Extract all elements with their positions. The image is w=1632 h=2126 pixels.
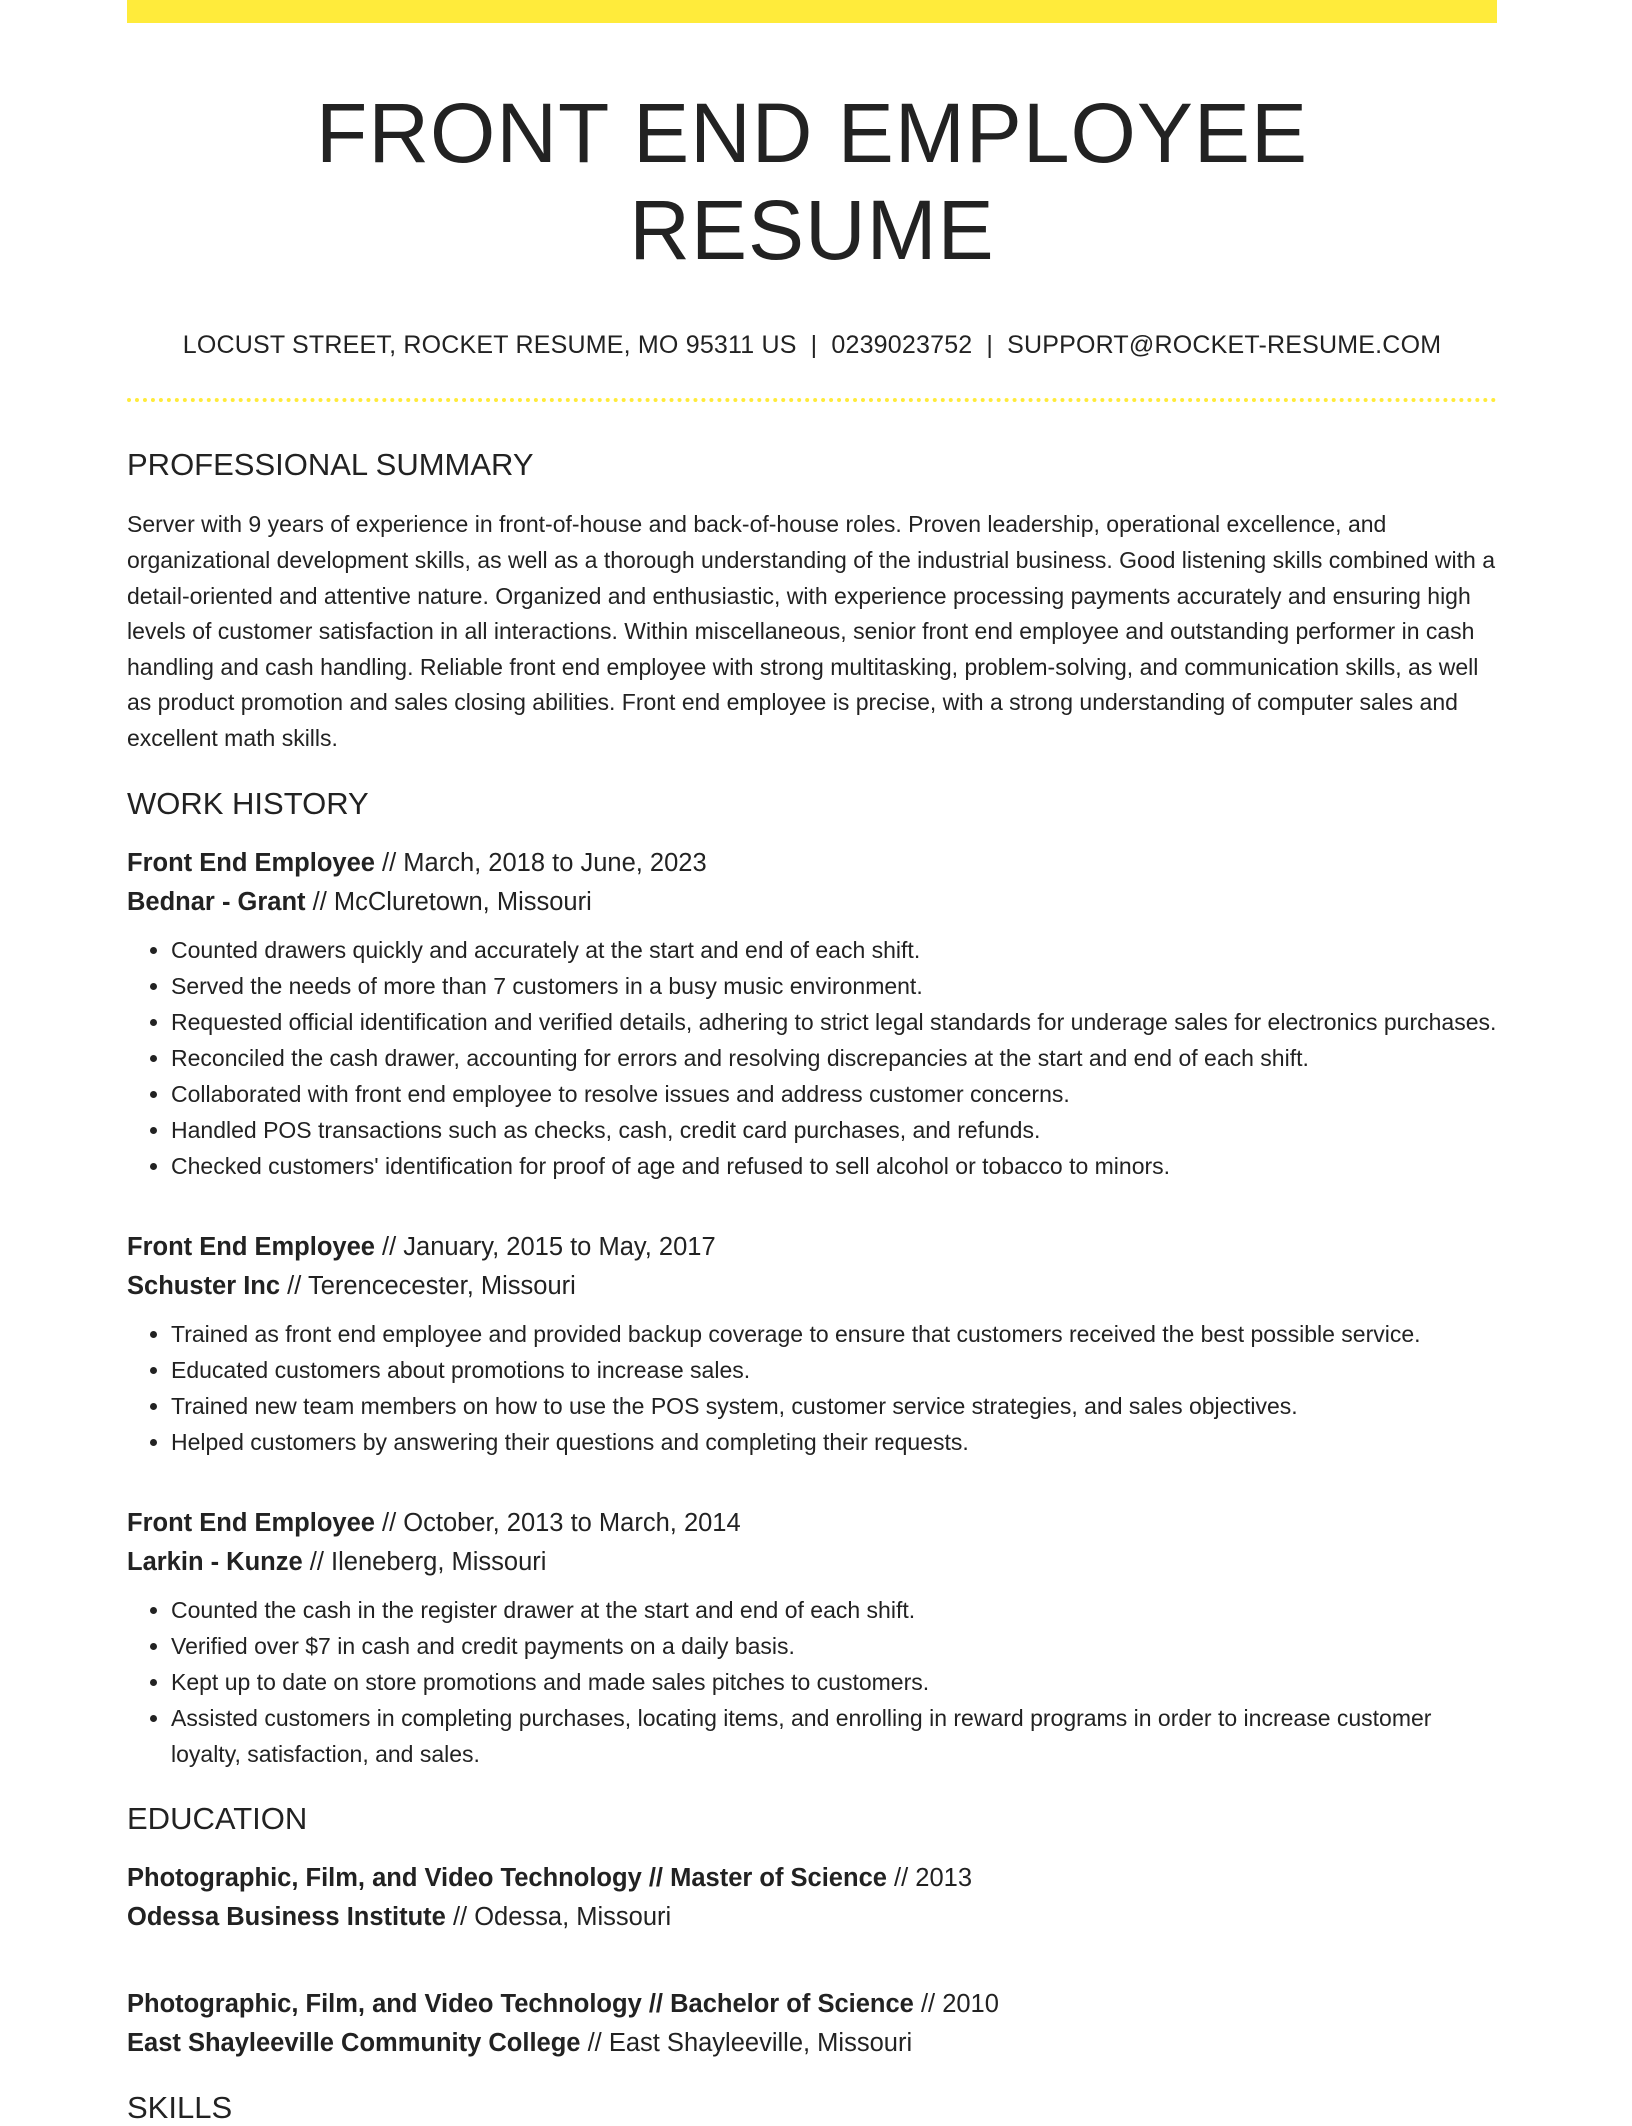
education-year: // 2013 bbox=[886, 1863, 973, 1892]
resume-title: FRONT END EMPLOYEE RESUME bbox=[316, 86, 1308, 277]
contact-separator: | bbox=[986, 331, 994, 360]
education-school: East Shayleeville Community College bbox=[127, 2028, 581, 2057]
job-company-line bbox=[127, 1267, 1497, 1306]
education-entry bbox=[127, 1859, 1497, 1937]
education-school-line bbox=[127, 2024, 1497, 2063]
summary-text: Server with 9 years of experience in front-of-house and back-of-house roles. Proven leadership, operational excellence, and organizational development skills, as well as a thorough understanding of the industrial business. Good listening skills combined with a detail-oriented and attentive nature. Organized and enthusiastic, with experience processing payments accurately and ensuring high levels of customer satisfaction in all interactions. Within miscellaneous, senior front end employee and outstanding performer in cash handling and cash handling. Reliable front end employee with strong multitasking, problem-solving, and communication skills, as well as product promotion and sales closing abilities. Front end employee is precise, with a strong understanding of computer sales and excellent math skills. bbox=[127, 511, 1495, 751]
job-bullet: • Trained as front end employee and provided backup coverage to ensure that customers received the best possible service. bbox=[171, 1316, 1497, 1352]
job-dates: // January, 2015 to May, 2017 bbox=[374, 1232, 716, 1261]
job-company: Schuster Inc bbox=[127, 1271, 281, 1300]
contact-line bbox=[127, 330, 1497, 360]
job-bullet: • Served the needs of more than 7 customers in a busy music environment. bbox=[171, 968, 1497, 1004]
job-bullet: • Assisted customers in completing purchases, locating items, and enrolling in reward programs in order to increase customer loyalty, satisfaction, and sales. bbox=[171, 1700, 1497, 1772]
job-bullet: • Requested official identification and verified details, adhering to strict legal standards for underage sales for electronics purchases. bbox=[171, 1004, 1497, 1040]
education-degree: Photographic, Film, and Video Technology // Master of Science bbox=[127, 1863, 887, 1892]
job-bullet-list bbox=[127, 1592, 1497, 1772]
job-bullet: • Educated customers about promotions to increase sales. bbox=[171, 1352, 1497, 1388]
accent-top-bar bbox=[127, 0, 1497, 23]
summary-heading: PROFESSIONAL SUMMARY bbox=[127, 447, 534, 483]
job-company: Larkin - Kunze bbox=[127, 1547, 303, 1576]
job-entry bbox=[127, 1504, 1497, 1772]
job-dates: // October, 2013 to March, 2014 bbox=[374, 1508, 741, 1537]
education-school-line bbox=[127, 1898, 1497, 1937]
job-title-line bbox=[127, 1504, 1497, 1543]
job-bullet: • Kept up to date on store promotions and made sales pitches to customers. bbox=[171, 1664, 1497, 1700]
job-entry bbox=[127, 1228, 1497, 1460]
contact-email: SUPPORT@ROCKET-RESUME.COM bbox=[1007, 331, 1442, 360]
job-bullet: • Collaborated with front end employee to resolve issues and address customer concerns. bbox=[171, 1076, 1497, 1112]
job-bullet: • Helped customers by answering their questions and completing their requests. bbox=[171, 1424, 1497, 1460]
job-company-line bbox=[127, 883, 1497, 922]
job-bullet-list bbox=[127, 1316, 1497, 1460]
education-degree-line bbox=[127, 1859, 1497, 1898]
job-bullet: • Counted drawers quickly and accurately at the start and end of each shift. bbox=[171, 932, 1497, 968]
contact-separator: | bbox=[810, 331, 818, 360]
education-degree: Photographic, Film, and Video Technology // Bachelor of Science bbox=[127, 1989, 914, 2018]
education-school: Odessa Business Institute bbox=[127, 1902, 446, 1931]
job-company-line bbox=[127, 1543, 1497, 1582]
job-title: Front End Employee bbox=[127, 1508, 375, 1537]
job-title: Front End Employee bbox=[127, 1232, 375, 1261]
job-bullet: • Reconciled the cash drawer, accounting for errors and resolving discrepancies at the start and end of each shift. bbox=[171, 1040, 1497, 1076]
education-degree-line bbox=[127, 1985, 1497, 2024]
job-bullet-list bbox=[127, 932, 1497, 1184]
education-heading: EDUCATION bbox=[127, 1800, 308, 1836]
education-year: // 2010 bbox=[913, 1989, 999, 2018]
contact-phone: 0239023752 bbox=[831, 331, 973, 360]
job-location: // Terencecester, Missouri bbox=[280, 1271, 576, 1300]
work-history-heading: WORK HISTORY bbox=[127, 785, 369, 821]
education-location: // Odessa, Missouri bbox=[445, 1902, 672, 1931]
job-location: // McCluretown, Missouri bbox=[305, 887, 592, 916]
job-bullet: • Checked customers' identification for proof of age and refused to sell alcohol or tobacco to minors. bbox=[171, 1148, 1497, 1184]
job-bullet: • Counted the cash in the register drawer at the start and end of each shift. bbox=[171, 1592, 1497, 1628]
job-bullet: • Verified over $7 in cash and credit payments on a daily basis. bbox=[171, 1628, 1497, 1664]
job-entry bbox=[127, 844, 1497, 1184]
dotted-divider bbox=[127, 398, 1497, 402]
skills-heading: SKILLS bbox=[127, 2089, 233, 2125]
education-entry bbox=[127, 1985, 1497, 2063]
job-location: // Ileneberg, Missouri bbox=[302, 1547, 547, 1576]
job-dates: // March, 2018 to June, 2023 bbox=[374, 848, 707, 877]
job-title-line bbox=[127, 844, 1497, 883]
job-bullet: • Handled POS transactions such as checks, cash, credit card purchases, and refunds. bbox=[171, 1112, 1497, 1148]
job-title-line bbox=[127, 1228, 1497, 1267]
job-company: Bednar - Grant bbox=[127, 887, 306, 916]
job-title: Front End Employee bbox=[127, 848, 375, 877]
resume-content bbox=[127, 23, 1497, 2126]
education-location: // East Shayleeville, Missouri bbox=[580, 2028, 913, 2057]
contact-address: LOCUST STREET, ROCKET RESUME, MO 95311 US bbox=[182, 331, 797, 360]
job-bullet: • Trained new team members on how to use the POS system, customer service strategies, and sales objectives. bbox=[171, 1388, 1497, 1424]
